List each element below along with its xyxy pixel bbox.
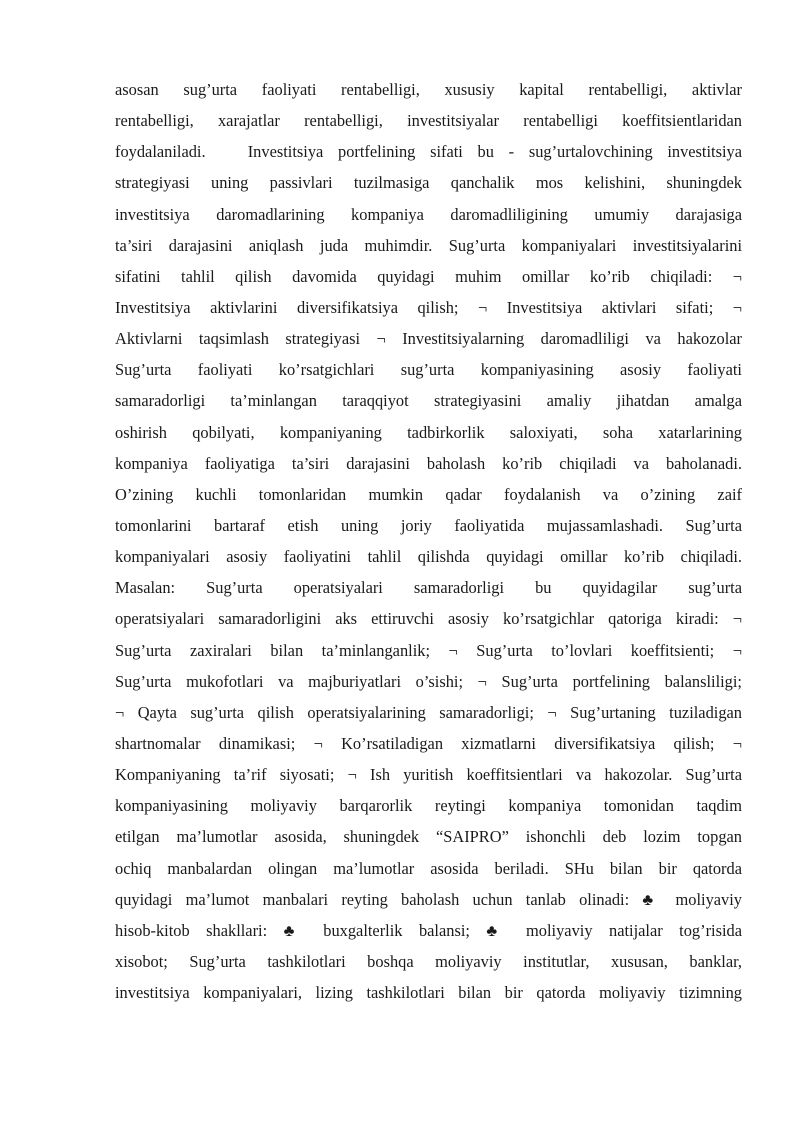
text-line: Masalan: Sug’urta operatsiyalari samaradorligi bu quyidagilar sug’urta bbox=[115, 578, 742, 598]
text-line: kompaniyalari asosiy faoliyatini tahlil qilishda quyidagi omillar ko’rib chiqiladi. bbox=[115, 547, 742, 567]
text-line: xisobot; Sug’urta tashkilotlari boshqa moliyaviy institutlar, xususan, banklar, bbox=[115, 951, 742, 971]
text-line: hisob-kitob shakllari: ♣ buxgalterlik balansi; ♣ moliyaviy natijalar tog’risida bbox=[115, 920, 742, 940]
text-line: samaradorligi ta’minlangan taraqqiyot strategiyasini amaliy jihatdan amalga bbox=[115, 391, 742, 411]
text-line: ta’siri darajasini aniqlash juda muhimdir. Sug’urta kompaniyalari investitsiyalarini bbox=[115, 235, 742, 255]
body-text bbox=[115, 74, 742, 1008]
text-line: operatsiyalari samaradorligini aks ettiruvchi asosiy ko’rsatgichlar qatoriga kiradi: ¬ bbox=[115, 609, 742, 629]
text-line: Kompaniyaning ta’rif siyosati; ¬ Ish yuritish koeffitsientlari va hakozolar. Sug’urta bbox=[115, 765, 742, 785]
text-line: Investitsiya aktivlarini diversifikatsiya qilish; ¬ Investitsiya aktivlari sifati; ¬ bbox=[115, 297, 742, 317]
text-line: strategiyasi uning passivlari tuzilmasiga qanchalik mos kelishini, shuningdek bbox=[115, 173, 742, 193]
text-line: sifatini tahlil qilish davomida quyidagi muhim omillar ko’rib chiqiladi: ¬ bbox=[115, 266, 742, 286]
text-line: oshirish qobilyati, kompaniyaning tadbirkorlik saloxiyati, soha xatarlarining bbox=[115, 422, 742, 442]
text-line: tomonlarini bartaraf etish uning joriy faoliyatida mujassamlashadi. Sug’urta bbox=[115, 515, 742, 535]
text-line: Sug’urta faoliyati ko’rsatgichlari sug’urta kompaniyasining asosiy faoliyati bbox=[115, 360, 742, 380]
text-line: investitsiya kompaniyalari, lizing tashkilotlari bilan bir qatorda moliyaviy tizimning bbox=[115, 983, 742, 1003]
text-line: O’zining kuchli tomonlaridan mumkin qadar foydalanish va o’zining zaif bbox=[115, 484, 742, 504]
text-line: etilgan ma’lumotlar asosida, shuningdek “SAIPRO” ishonchli deb lozim topgan bbox=[115, 827, 742, 847]
text-line: Sug’urta mukofotlari va majburiyatlari o’sishi; ¬ Sug’urta portfelining balansliligi; bbox=[115, 671, 742, 691]
text-line: Aktivlarni taqsimlash strategiyasi ¬ Investitsiyalarning daromadliligi va hakozolar bbox=[115, 329, 742, 349]
text-line: asosan sug’urta faoliyati rentabelligi, xususiy kapital rentabelligi, aktivlar bbox=[115, 80, 742, 99]
text-line: foydalaniladi. Investitsiya portfelining sifati bu - sug’urtalovchining investitsiya bbox=[115, 142, 742, 162]
text-line: ochiq manbalardan olingan ma’lumotlar asosida beriladi. SHu bilan bir qatorda bbox=[115, 858, 742, 878]
text-line: Sug’urta zaxiralari bilan ta’minlanganlik; ¬ Sug’urta to’lovlari koeffitsienti; ¬ bbox=[115, 640, 742, 660]
text-line: quyidagi ma’lumot manbalari reyting baholash uchun tanlab olinadi: ♣ moliyaviy bbox=[115, 889, 742, 909]
text-line: shartnomalar dinamikasi; ¬ Ko’rsatiladigan xizmatlarni diversifikatsiya qilish; ¬ bbox=[115, 733, 742, 753]
text-line: investitsiya daromadlarining kompaniya daromadliligining umumiy darajasiga bbox=[115, 204, 742, 224]
text-line: rentabelligi, xarajatlar rentabelligi, investitsiyalar rentabelligi koeffitsientlaridan bbox=[115, 111, 742, 131]
text-line: kompaniya faoliyatiga ta’siri darajasini baholash ko’rib chiqiladi va baholanadi. bbox=[115, 453, 742, 473]
text-line: kompaniyasining moliyaviy barqarorlik reytingi kompaniya tomonidan taqdim bbox=[115, 796, 742, 816]
text-line: ¬ Qayta sug’urta qilish operatsiyalarining samaradorligi; ¬ Sug’urtaning tuziladigan bbox=[115, 702, 742, 722]
